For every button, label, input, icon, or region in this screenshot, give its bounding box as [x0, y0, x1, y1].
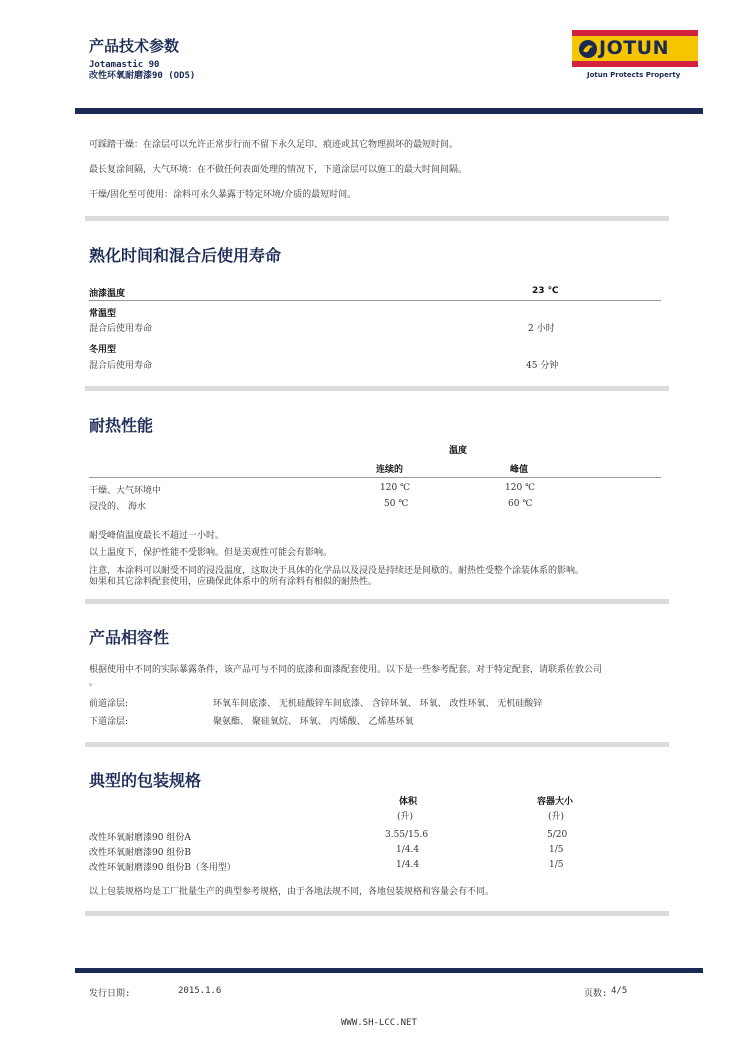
pack-col-container-unit: (升) — [548, 812, 565, 822]
section-heading-compat: 产品相容性 — [89, 628, 170, 647]
compat-prev-value: 环氧车间底漆、 无机硅酸锌车间底漆、 含锌环氧、 环氧、 改性环氧、 无机硅酸锌 — [213, 699, 543, 709]
pack-row-volume: 1/4.4 — [396, 860, 420, 870]
heat-col-continuous: 连续的 — [376, 465, 404, 475]
heat-note-peak: 耐受峰值温度最长不超过一小时。 — [89, 531, 225, 541]
packaging-note: 以上包装规格均是工厂批量生产的典型参考规格，由于各地法规不同，各地包装规格和容量会有不同。 — [89, 887, 495, 897]
section-heading-packaging: 典型的包装规格 — [89, 771, 202, 790]
heat-note-immersion-1: 注意，本涂料可以耐受不同的浸没温度，这取决于具体的化学品以及浸没是持续还是间歇的。耐热性受整个涂装体系的影响。 — [89, 566, 585, 576]
section-separator — [85, 386, 669, 391]
pack-row-volume: 3.55/15.6 — [385, 830, 429, 840]
definition-max-recoat: 最长复涂间隔，大气环境：在不做任何表面处理的情况下，下道涂层可以施工的最大时间间隔。 — [89, 165, 468, 175]
compat-intro-line2: 。 — [89, 678, 99, 688]
table-rule — [89, 300, 661, 301]
page-number-value: 4/5 — [611, 986, 628, 996]
heat-temp-header: 温度 — [449, 446, 468, 456]
jotun-logo — [572, 30, 702, 82]
heat-note-immersion-2: 如果和其它涂料配套使用，应确保此体系中的所有涂料有相似的耐热性。 — [89, 577, 378, 587]
definition-dry-to-service: 干燥/固化至可使用：涂料可永久暴露于特定环境/介质的最短时间。 — [89, 190, 357, 200]
pack-row-label: 改性环氧耐磨漆90 组份B（冬用型） — [89, 863, 236, 873]
heat-row-peak: 60 ℃ — [508, 499, 533, 509]
product-name-en: Jotamastic 90 — [89, 60, 160, 70]
section-separator — [85, 911, 669, 916]
pack-row-label: 改性环氧耐磨漆90 组份B — [89, 848, 191, 858]
winter-pot-life-value: 45 分钟 — [526, 361, 559, 371]
product-name-cn: 改性环氧耐磨漆90 (OD5) — [89, 71, 196, 81]
pack-col-volume-unit: (升) — [397, 812, 414, 822]
section-heading-pot-life: 熟化时间和混合后使用寿命 — [89, 246, 282, 265]
pack-row-label: 改性环氧耐磨漆90 组份A — [89, 833, 191, 843]
heat-row-label: 干燥、大气环境中 — [89, 486, 162, 496]
heat-row-continuous: 120 ℃ — [380, 483, 411, 493]
section-separator — [85, 742, 669, 747]
paint-temp-label: 油漆温度 — [89, 289, 126, 299]
pack-col-container: 容器大小 — [537, 797, 574, 807]
normal-type-label: 常温型 — [89, 309, 117, 319]
pack-row-container: 1/5 — [549, 845, 564, 855]
pack-row-container: 5/20 — [547, 830, 568, 840]
issue-date-value: 2015.1.6 — [178, 986, 222, 996]
product-name — [89, 60, 195, 82]
logo-badge — [572, 30, 698, 67]
compat-next-label: 下道涂层: — [89, 717, 129, 727]
normal-pot-life-value: 2 小时 — [528, 324, 555, 334]
compat-intro-line1: 根据使用中不同的实际暴露条件，该产品可与不同的底漆和面漆配套使用。以下是一些参考配套。对于特定配套，请联系佐敦公司 — [89, 665, 603, 675]
table-rule — [89, 477, 661, 478]
pack-row-container: 1/5 — [549, 860, 564, 870]
heat-row-continuous: 50 ℃ — [384, 499, 409, 509]
heat-row-label: 浸没的、 海水 — [89, 502, 146, 512]
winter-pot-life-label: 混合后使用寿命 — [89, 361, 153, 371]
logo-wordmark: JOTUN — [599, 37, 670, 59]
section-heading-heat: 耐热性能 — [89, 416, 154, 435]
website-watermark: WWW.SH-LCC.NET — [341, 1018, 417, 1028]
heat-row-peak: 120 ℃ — [505, 483, 536, 493]
pack-col-volume: 体积 — [399, 797, 418, 807]
page-number-label: 页数: — [584, 989, 608, 999]
logo-red-bar-top — [572, 30, 698, 36]
winter-type-label: 冬用型 — [89, 345, 117, 355]
compat-prev-label: 前道涂层: — [89, 699, 129, 709]
logo-tagline: Jotun Protects Property — [587, 71, 681, 79]
compat-next-value: 聚氨酯、 聚硅氧烷、 环氧、 丙烯酸、 乙烯基环氧 — [213, 717, 414, 727]
pack-row-volume: 1/4.4 — [396, 845, 420, 855]
normal-pot-life-label: 混合后使用寿命 — [89, 324, 153, 334]
page-title: 产品技术参数 — [89, 37, 180, 55]
heat-note-appearance: 以上温度下，保护性能不受影响。但是美观性可能会有影响。 — [89, 548, 333, 558]
section-separator — [85, 216, 669, 221]
definition-walk-on-dry: 可踩踏干燥：在涂层可以允许正常步行而不留下永久足印、痕迹或其它物理损坏的最短时间。 — [89, 140, 459, 150]
paint-temp-value: 23 ℃ — [532, 286, 559, 296]
heat-col-peak: 峰值 — [510, 465, 529, 475]
header-rule — [75, 108, 703, 114]
logo-red-bar-bottom — [572, 61, 698, 67]
issue-date-label: 发行日期: — [89, 989, 131, 999]
jotun-whale-icon — [578, 38, 598, 60]
section-separator — [85, 599, 669, 604]
footer-rule — [75, 968, 703, 973]
